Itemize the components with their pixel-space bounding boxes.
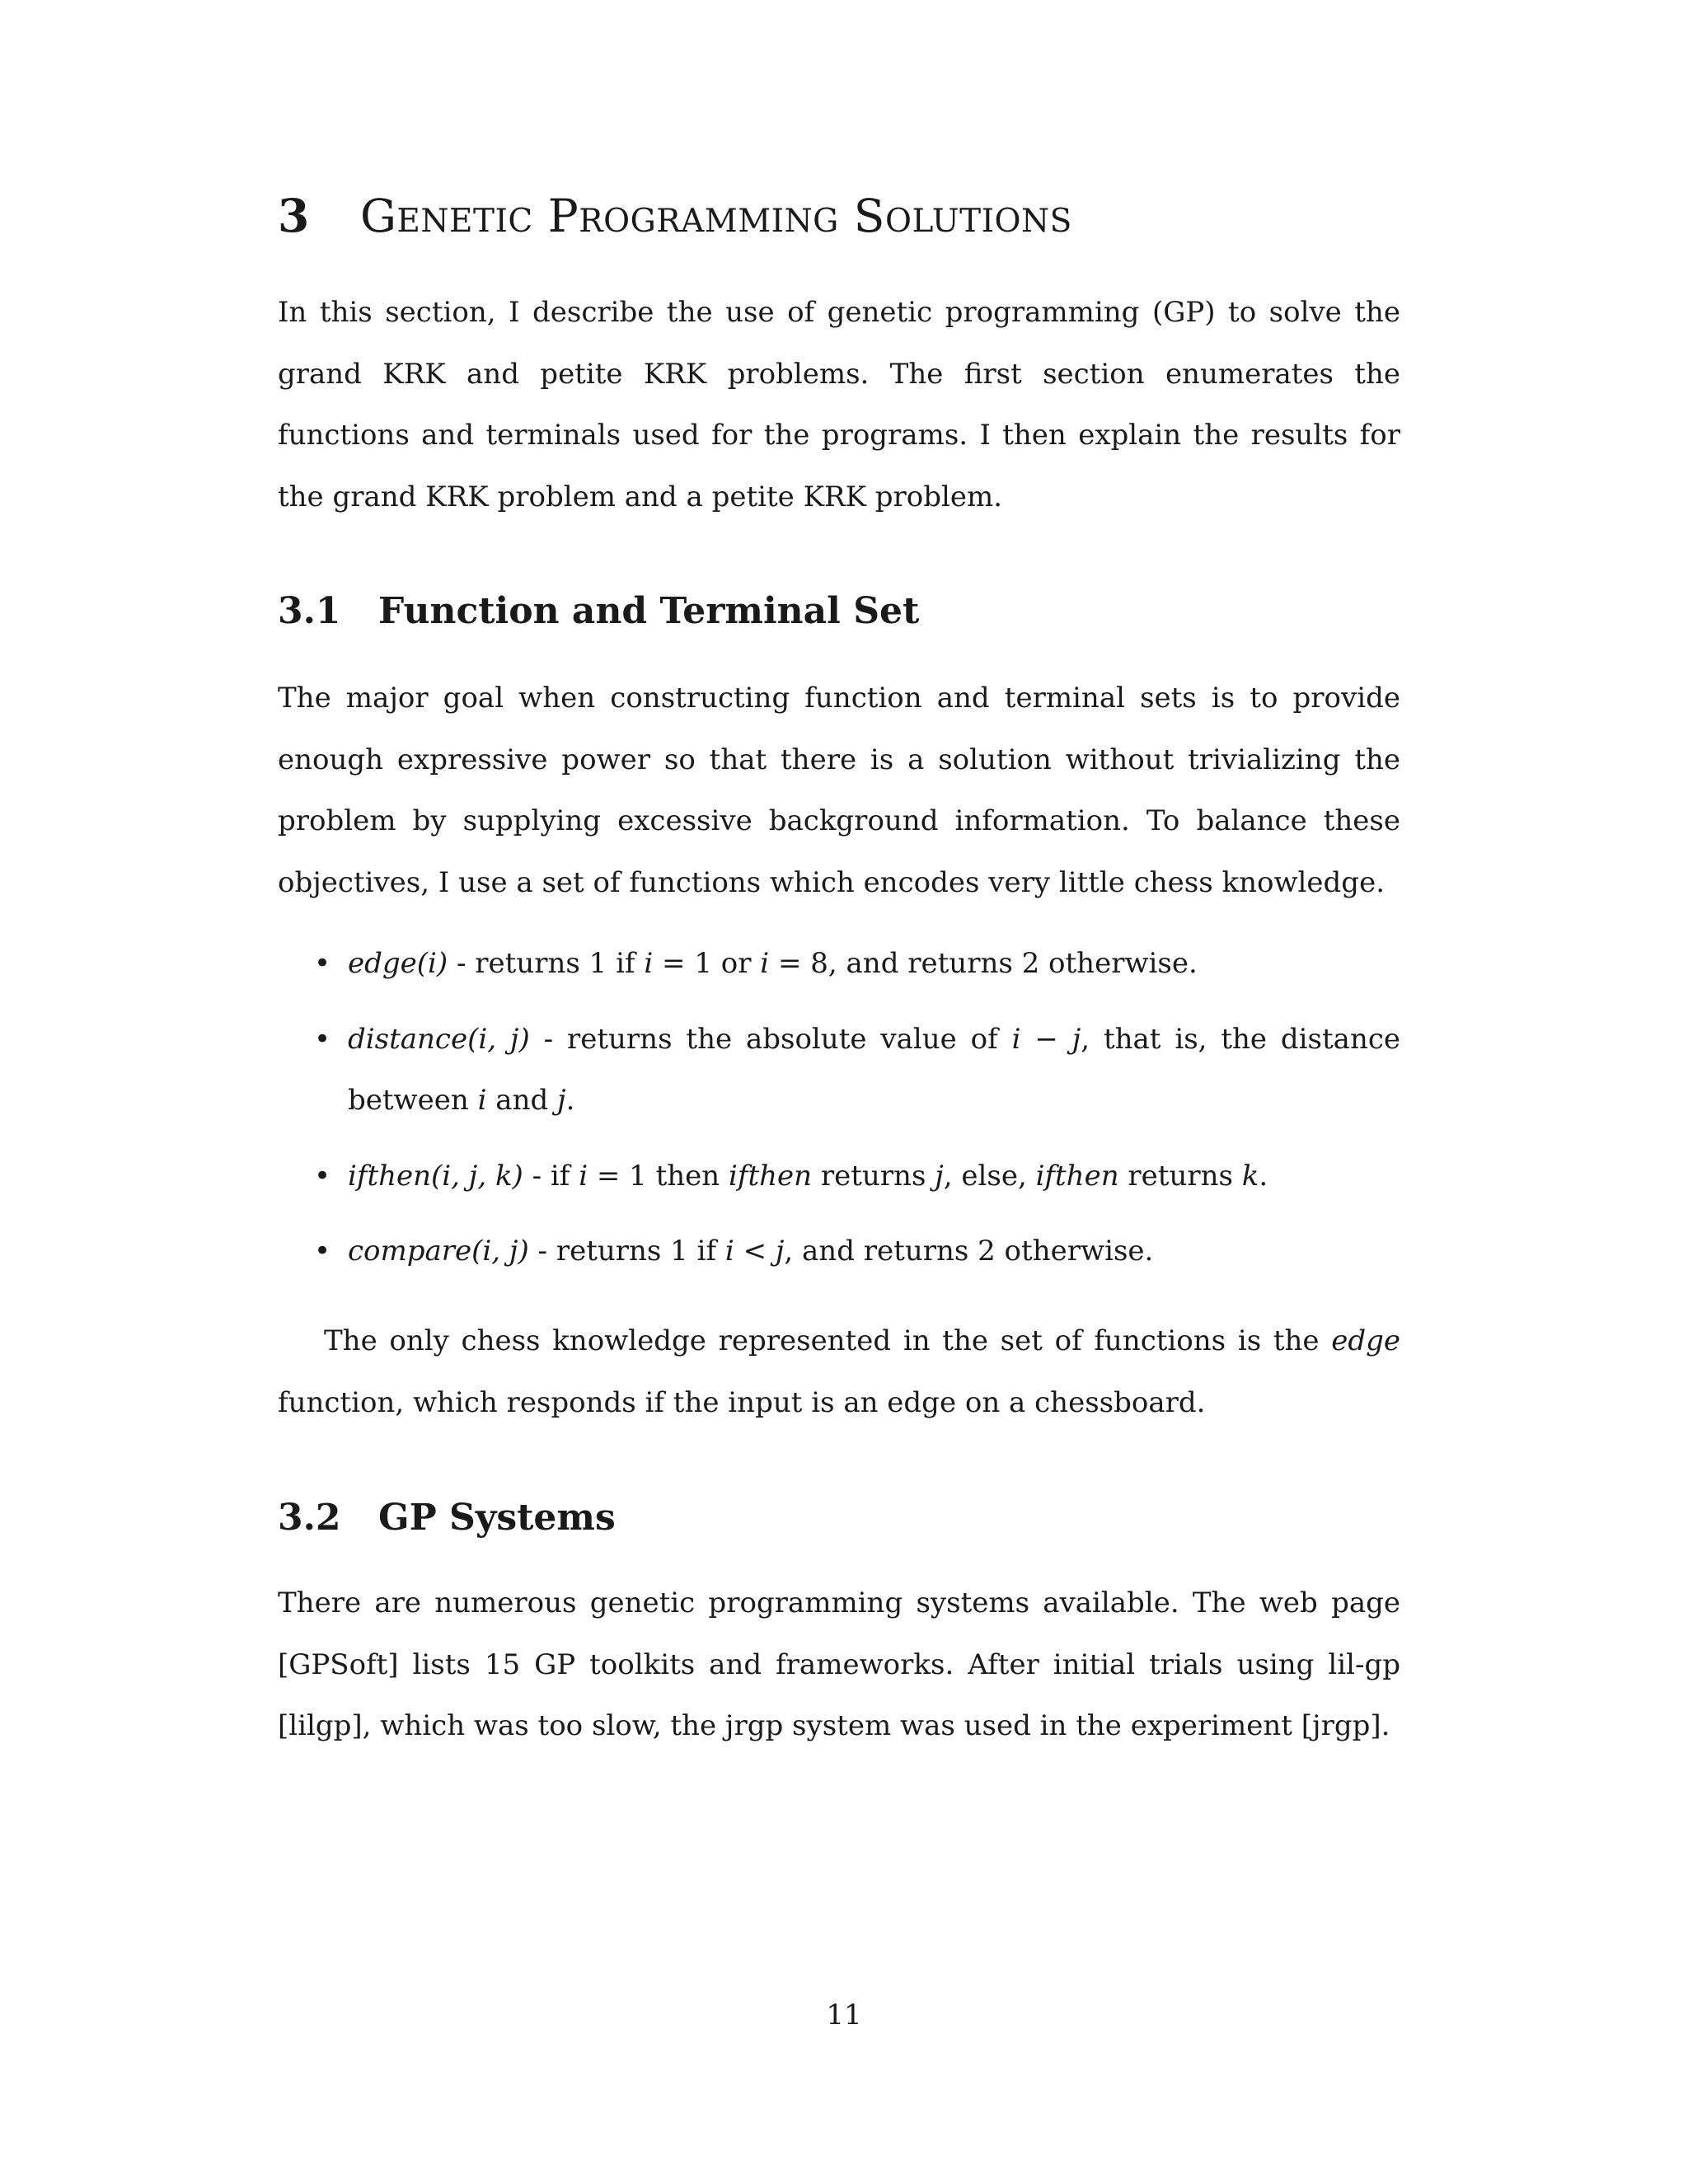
- bullet-icon: •: [314, 947, 331, 980]
- subsection-number: 3.1: [278, 590, 341, 632]
- bullet-icon: •: [314, 1235, 331, 1268]
- function-args: (i, j): [471, 1235, 529, 1268]
- function-name: compare: [348, 1235, 472, 1268]
- text: returns: [812, 1159, 935, 1193]
- math-var: i: [644, 947, 654, 980]
- list-item-ifthen: [278, 1146, 1400, 1207]
- math-var: i: [1011, 1022, 1021, 1056]
- section-title: Genetic Programming Solutions: [360, 190, 1072, 242]
- gp-systems-paragraph: There are numerous genetic programming systems available. The web page [GPSoft] lists 15 GP toolkits and frameworks. After initial trials using lil-gp [lilgp], which was too slow, the jrgp system was used in the experiment [jrgp].: [278, 1586, 1400, 1742]
- math-var: i: [579, 1159, 588, 1193]
- list-item-compare: [278, 1221, 1400, 1282]
- page-number: 11: [826, 1999, 862, 2032]
- math-var: j: [775, 1235, 785, 1268]
- list-item-edge: [278, 933, 1400, 995]
- math-var: j: [935, 1159, 944, 1193]
- section-number: 3: [278, 189, 310, 242]
- text: −: [1020, 1022, 1072, 1056]
- text: function, which responds if the input is an edge on a chessboard.: [278, 1385, 1206, 1419]
- subsection-number: 3.2: [278, 1497, 341, 1539]
- text: .: [1259, 1159, 1268, 1193]
- math-var: i: [477, 1084, 487, 1117]
- text: - returns 1 if: [528, 1235, 725, 1268]
- text: - if: [523, 1159, 579, 1193]
- text: , that is, the distance between: [348, 1022, 1400, 1117]
- function-args: (i, j): [467, 1022, 530, 1056]
- function-args: (i): [416, 947, 448, 980]
- text: - returns 1 if: [448, 947, 645, 980]
- text: <: [734, 1235, 776, 1268]
- function-name: distance: [348, 1022, 468, 1056]
- text: .: [565, 1084, 575, 1117]
- text: , and returns 2 otherwise.: [784, 1235, 1154, 1268]
- math-var: j: [1071, 1022, 1081, 1056]
- function-name: edge: [348, 947, 417, 980]
- subsection-title: Function and Terminal Set: [378, 590, 920, 632]
- function-list: [278, 933, 1400, 1296]
- list-item-distance: [278, 1009, 1400, 1132]
- edge-knowledge-paragraph: [278, 1310, 1400, 1433]
- function-name: ifthen: [348, 1159, 432, 1193]
- math-var: ifthen: [729, 1159, 813, 1193]
- math-var: j: [557, 1084, 566, 1117]
- math-var: i: [724, 1235, 734, 1268]
- text: = 1 or: [653, 947, 761, 980]
- emphasis-text: edge: [1331, 1324, 1400, 1357]
- text: , else,: [943, 1159, 1036, 1193]
- function-set-paragraph: The major goal when constructing function and terminal sets is to provide enough expressive power so that there is a solution without trivializing the problem by supplying excessive background information. To balance these objectives, I use a set of functions which encodes very little chess knowledge.: [278, 682, 1400, 899]
- math-var: i: [760, 947, 770, 980]
- bullet-icon: •: [314, 1159, 331, 1193]
- text: returns: [1118, 1159, 1242, 1193]
- text: = 1 then: [588, 1159, 729, 1193]
- section-intro-paragraph: In this section, I describe the use of genetic programming (GP) to solve the grand KRK and petite KRK problems. The first section enumerates the functions and terminals used for the programs. I then explain the results for the grand KRK problem and a petite KRK problem.: [278, 296, 1400, 513]
- subsection-heading-3-1: [278, 587, 919, 636]
- text: and: [486, 1084, 558, 1117]
- text: = 8, and returns 2 otherwise.: [769, 947, 1198, 980]
- math-var: k: [1241, 1159, 1259, 1193]
- subsection-title: GP Systems: [378, 1497, 616, 1539]
- text: - returns the absolute value of: [529, 1022, 1012, 1056]
- section-heading: [278, 183, 1072, 249]
- bullet-icon: •: [314, 1022, 331, 1056]
- text: The only chess knowledge represented in the set of functions is the: [324, 1324, 1332, 1357]
- subsection-heading-3-2: [278, 1493, 616, 1543]
- math-var: ifthen: [1035, 1159, 1119, 1193]
- function-args: (i, j, k): [431, 1159, 523, 1193]
